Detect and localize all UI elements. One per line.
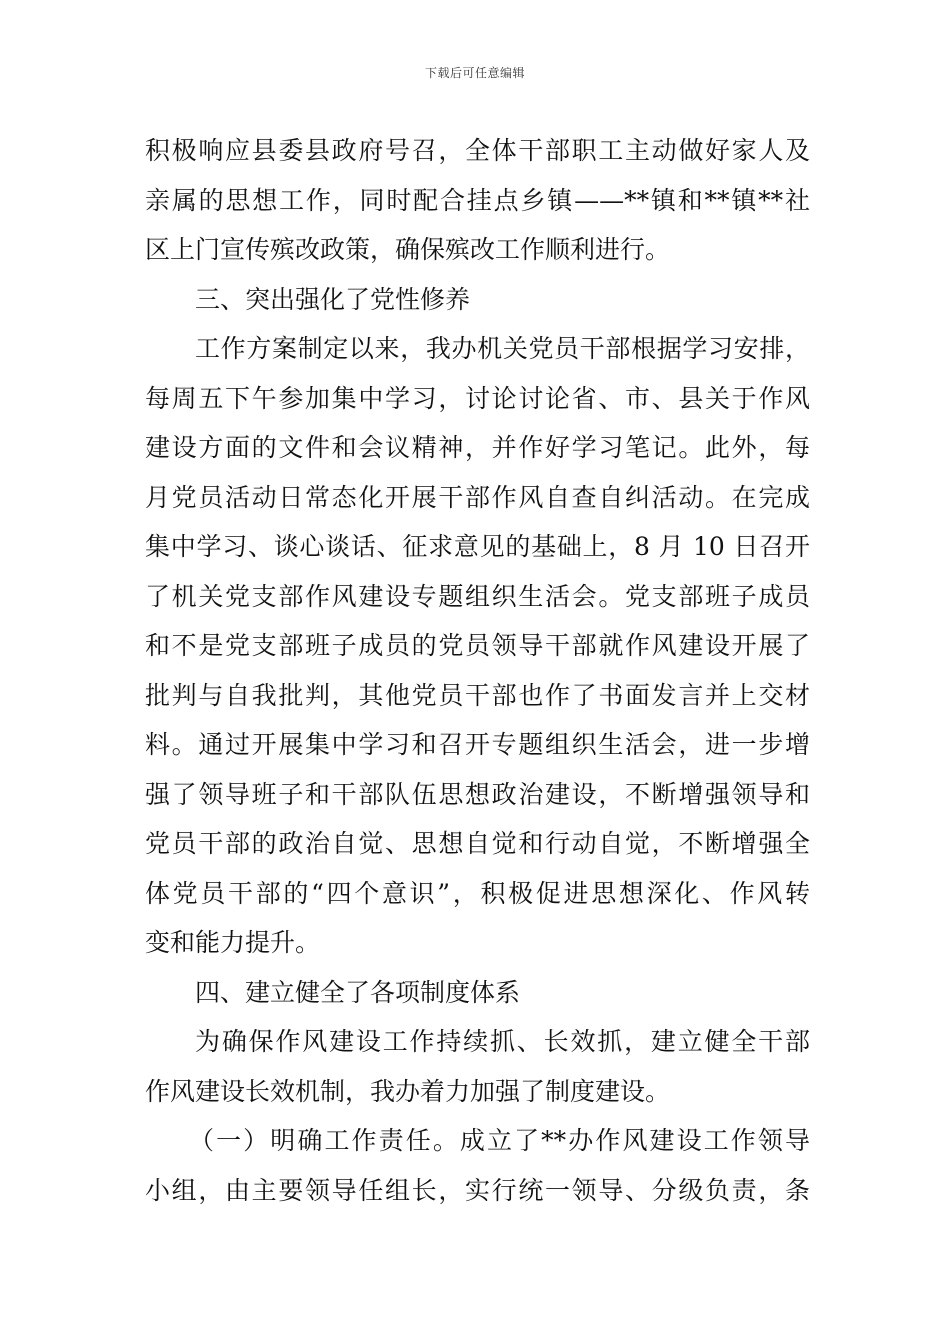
text-line: （一）明确工作责任。成立了**办作风建设工作领导 [189,1126,810,1155]
text-line: 亲属的思想工作，同时配合挂点乡镇——**镇和**镇**社 [145,185,810,215]
section-heading: 四、建立健全了各项制度体系 [195,977,521,1007]
text-line: 积极响应县委县政府号召，全体干部职工主动做好家人及 [145,136,810,165]
text-line: 建设方面的文件和会议精神，并作好学习笔记。此外，每 [145,433,810,462]
text-line: 党员干部的政治自觉、思想自觉和行动自觉，不断增强全 [145,829,810,858]
text-line: 为确保作风建设工作持续抓、长效抓，建立健全干部 [195,1027,810,1056]
text-line: 批判与自我批判，其他党员干部也作了书面发言并上交材 [145,680,810,710]
text-line: 每周五下午参加集中学习，讨论讨论省、市、县关于作风 [145,383,810,413]
text-line: 变和能力提升。 [145,928,321,957]
section-heading: 三、突出强化了党性修养 [195,284,471,314]
text-line: 区上门宣传殡改政策，确保殡改工作顺利进行。 [145,235,671,264]
text-line: 料。通过开展集中学习和召开专题组织生活会，进一步增 [145,730,810,759]
text-line: 强了领导班子和干部队伍思想政治建设，不断增强领导和 [145,779,810,809]
text-line: 工作方案制定以来，我办机关党员干部根据学习安排， [195,334,810,363]
text-line: 了机关党支部作风建设专题组织生活会。党支部班子成员 [145,581,810,611]
page-header: 下载后可任意编辑 [424,66,525,80]
text-line: 体党员干部的“四个意识”，积极促进思想深化、作风转 [145,878,810,908]
document-body [145,126,810,1215]
text-line: 和不是党支部班子成员的党员领导干部就作风建设开展了 [145,631,810,660]
text-line: 集中学习、谈心谈话、征求意见的基础上，8 月 10 日召开 [145,532,810,561]
text-line: 作风建设长效机制，我办着力加强了制度建设。 [145,1076,671,1106]
text-line: 月党员活动日常态化开展干部作风自查自纠活动。在完成 [145,482,810,512]
text-line: 小组，由主要领导任组长，实行统一领导、分级负责，条 [145,1175,810,1205]
